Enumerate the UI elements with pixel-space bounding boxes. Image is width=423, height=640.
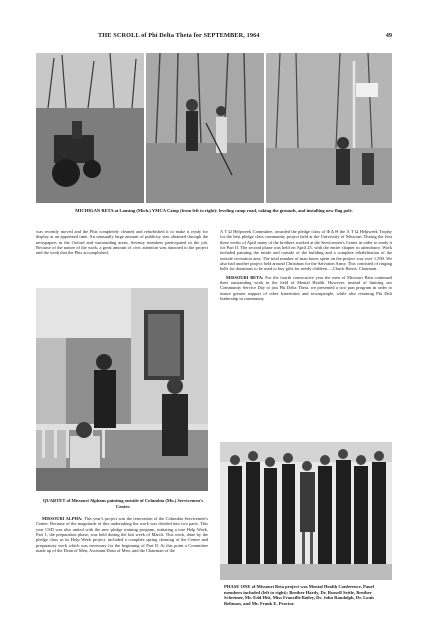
missouri-alpha-caption: QUARTET of Missouri Alphans painting outside of Columbia (Mo.) Servicemen's Center. — [42, 498, 204, 509]
missouri-alpha-photo — [36, 288, 208, 491]
right-column-text — [220, 229, 392, 301]
missouri-beta-heading: MISSOURI BETA: — [226, 274, 264, 280]
running-title: THE SCROLL of Phi Delta Theta for SEPTEMBER, 1964 — [98, 32, 260, 39]
right-paragraph-2: For the fourth consecutive year the men of Missouri Beta continued their outstanding work in the field of Mental Health. However, instead of limiting our Community Service Day to just Phi Delta Theta, we presented a two part program in order to insure greater support of other fraternities and townspeople, while also retaining Phi Delt leadership in community — [220, 274, 392, 302]
top-photo-collage — [36, 53, 392, 203]
left-paragraph-1: was recently moved and the Phis completely cleaned and refurbished it to make it ready for display at an appointed time. An unusually large amount of publicity was obtained through the newspapers in the Oxford and surrounding areas. Seventy members participated in the job. Because of the nature of the work, a great amount of civic attention was attracted to the project and the work that the Phis accomplished. — [36, 229, 208, 256]
page-number: 49 — [385, 32, 392, 39]
right-paragraph-1: Λ Τ Ω Helpweek Committee, awarded the pledge class of Φ Δ Θ the Λ Τ Ω Helpweek Trophy for the best pledge class community project held at the University of Missouri. During the first three weeks of April many of the brothers worked at the Servicemen's Center in order to ready it for Part II. The second phase was held on April 25, with the entire chapter in attendance. Work included painting the inside and outside of the building and a complete rehabilitation of the outside recreation area. The total number of man hours spent on the project was over 1,500. We also had another project held around Christmas for the Salvation Army. This consisted of ringing bells for donations to be used to buy gifts for needy children.—Chuck Harris, Chairman. — [220, 229, 392, 272]
left-column-text-bottom — [36, 516, 208, 553]
missouri-alpha-heading: MISSOURI ALPHA: — [42, 516, 83, 521]
page-header — [36, 32, 392, 42]
top-photo-caption: MICHIGAN BETA at Lansing (Mich.) YMCA Camp (from left to right): leveling camp road, raking the grounds, and installing new flag pole. — [75, 208, 353, 213]
left-column-text-top — [36, 229, 208, 256]
missouri-beta-photo — [220, 442, 392, 580]
missouri-beta-caption: PHASE ONE of Missouri Beta project was Mental Health Conference. Panel members included (left to right): Brother Hardy, Dr. Russell Settle, Brother Schreiner, Mr. Edd Hitt, Miss Francille Bailey, Dr. John Randolph, Dr. Louis Belinson, and Mr. Frank E. Proctor. — [224, 584, 375, 606]
left-paragraph-2: This year's project was the renovation of the Columbia Servicemen's Center. Because of the magnitude of this undertaking the work was divided into two parts. This year CSD was also united with the new pledge training program, initiating a true Help Week, Part 1, the preparation phase, was held during the last week of March. This work, done by the pledge class as its Help Week project, included a complete spring cleaning of the Center and preparatory work which was necessary for the beginning of Part II. At this point a Committee made up of the Dean of Men, Assistant Dean of Men, and the Chairman of the — [36, 516, 208, 554]
